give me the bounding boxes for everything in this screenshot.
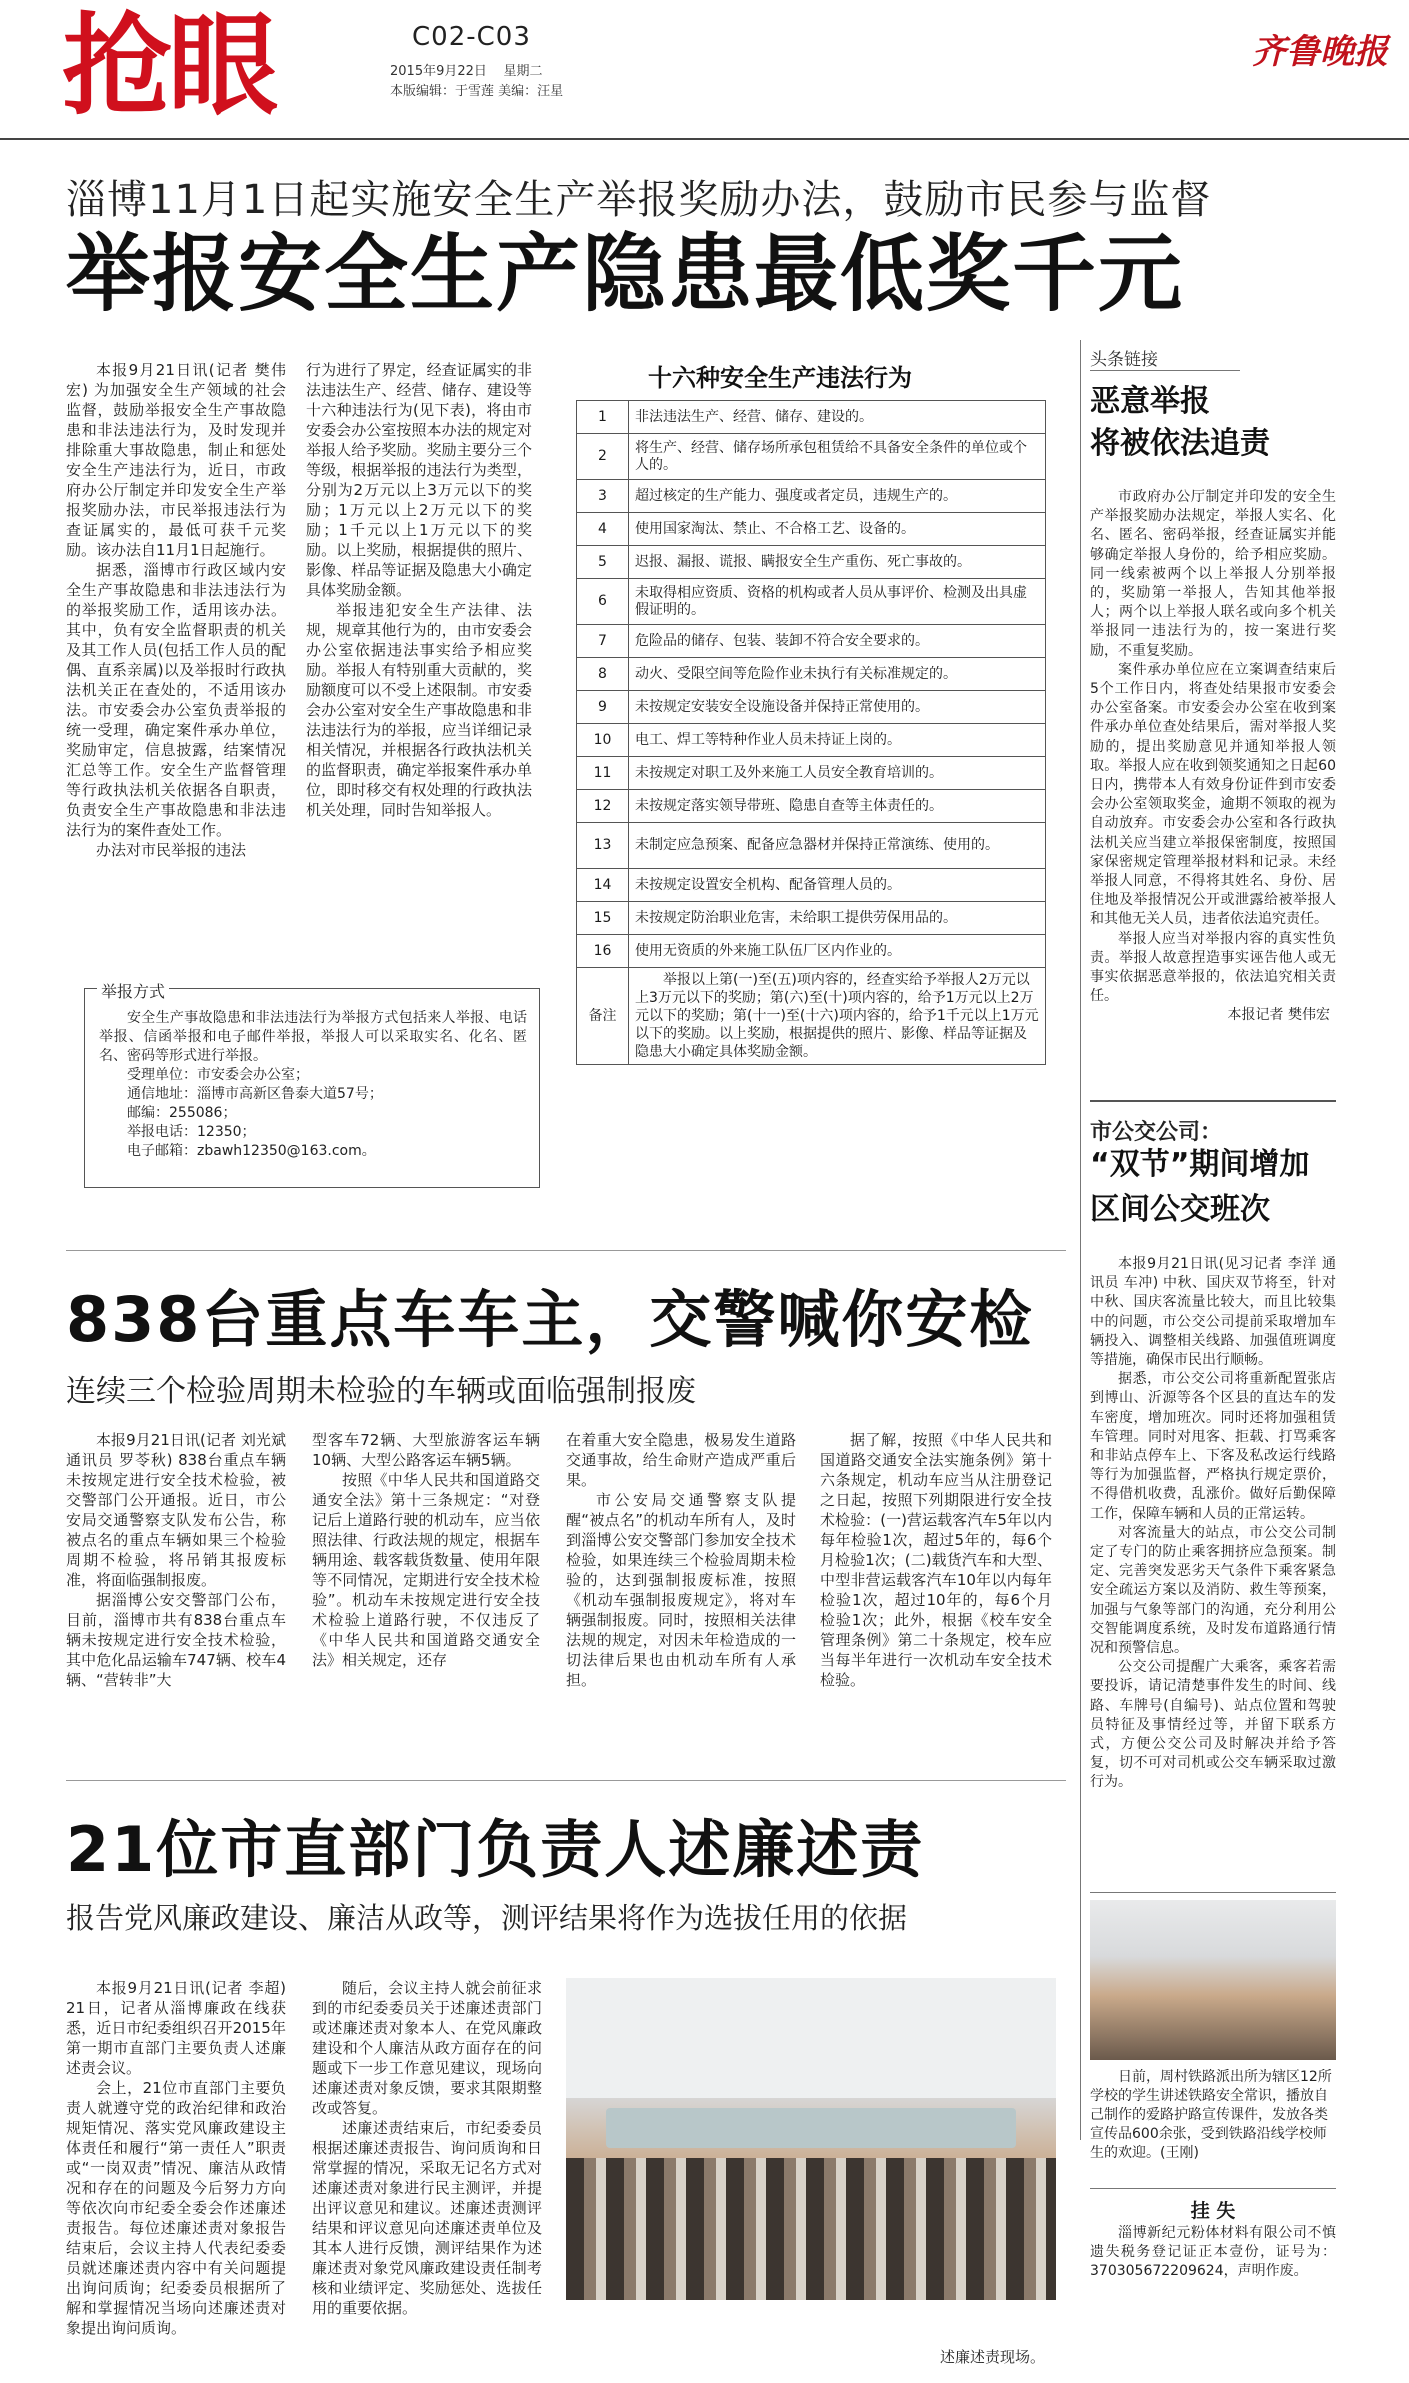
violation-number: 12 <box>577 790 629 823</box>
violation-number: 9 <box>577 691 629 724</box>
paragraph: 据悉，淄博市行政区域内安全生产事故隐患和非法违法行为的举报奖励工作，适用该办法。其中，负有安全监督职责的机关及其工作人员(包括工作人员的配偶、直系亲属)以及举报时行政执法机关正在查处的，不适用该办法。市安委会办公室负责举报的统一受理，确定案件承办单位，奖励审定，信息披露，结案情况汇总等工作。安全生产监督管理等行政执法机关依据各自职责，负责安全生产事故隐患和非法违法行为的案件查处工作。 <box>66 561 286 839</box>
story2-column-3 <box>566 1430 796 1690</box>
paragraph: 在着重大安全隐患，极易发生道路交通事故，给生命财产造成严重后果。 <box>566 1431 796 1489</box>
violation-row <box>577 434 1046 480</box>
divider <box>1090 370 1240 371</box>
story2-column-2 <box>312 1430 540 1670</box>
meeting-photo-caption: 述廉述责现场。 <box>940 2348 1046 2366</box>
paragraph: 据悉，市公交公司将重新配置张店到博山、沂源等各个区县的直达车的发车密度，增加班次。同时还将加强租赁车管理。同时对甩客、拒载、打骂乘客和非站点停车上、下客及私改运行线路等行为加强监督，严格执行规定票价，不得借机收费，乱涨价。做好后勤保障工作，保障车辆和人员的正常运转。 <box>1090 1371 1336 1522</box>
story2-column-4 <box>820 1430 1052 1690</box>
story1-column-2 <box>306 360 532 820</box>
sidebar1-body <box>1090 488 1336 1026</box>
paragraph: 会上，21位市直部门主要负责人就遵守党的政治纪律和政治规矩情况、落实党风廉政建设主体责任和履行“第一责任人”职责或“一岗双责”情况、廉洁从政情况和存在的问题及今后努力方向等依次向市纪委全委会作述廉述责报告。每位述廉述责对象报告结束后，会议主持人代表纪委委员就述廉述责内容中有关问题提出询问质询；纪委委员根据所了解和掌握情况当场向述廉述责对象提出询问质询。 <box>66 2079 286 2337</box>
story3-headline: 21位市直部门负责人述廉述责 <box>66 1813 925 1886</box>
paragraph: 公交公司提醒广大乘客，乘客若需要投诉，请记清楚事件发生的时间、线路、车牌号(自编号)、站点位置和驾驶员特征及事情经过等，并留下联系方式，方便公交公司及时解决并给予答复，切不可对司机或公交车辆采取过激行为。 <box>1090 1659 1336 1791</box>
paragraph: 办法对市民举报的违法 <box>96 841 247 859</box>
violations-table-title: 十六种安全生产违法行为 <box>648 364 912 392</box>
section-rule <box>66 1780 1066 1781</box>
violation-number: 5 <box>577 546 629 579</box>
masthead-rule <box>0 138 1409 140</box>
story3-column-2 <box>312 1978 542 2318</box>
violation-text: 未制定应急预案、配备应急器材并保持正常演练、使用的。 <box>629 823 1046 869</box>
violation-row <box>577 401 1046 434</box>
violations-table <box>576 400 1046 1065</box>
railway-photo-caption: 日前，周村铁路派出所为辖区12所学校的学生讲述铁路安全常识，播放自己制作的爱路护路宣传课件，发放各类宣传品600余张，受到铁路沿线学校师生的欢迎。(王刚) <box>1090 2069 1332 2161</box>
note-text: 举报以上第(一)至(五)项内容的，经查实给予举报人2万元以上3万元以下的奖励；第(六)至(十)项内容的，给予1万元以上2万元以下的奖励；第(十一)至(十六)项内容的，给予1千元以上1万元以下的奖励。以上奖励，根据提供的照片、影像、样品等证据及隐患大小确定具体奖励金额。 <box>629 968 1046 1065</box>
sidebar1-label: 头条链接 <box>1090 350 1158 370</box>
violation-text: 未按规定设置安全机构、配备管理人员的。 <box>629 869 1046 902</box>
report-box-label: 举报方式 <box>97 979 169 1002</box>
story3-column-1 <box>66 1978 286 2338</box>
violation-text: 非法违法生产、经营、储存、建设的。 <box>629 401 1046 434</box>
paragraph: 案件承办单位应在立案调查结束后5个工作日内，将查处结果报市安委会办公室备案。市安委会办公室在收到案件承办单位查处结果后，需对举报人奖励的，提出奖励意见并通知举报人领取。举报人应在收到领奖通知之日起60日内，携带本人有效身份证件到市安委会办公室领取奖金，逾期不领取的视为自动放弃。市安委会办公室和各行政执法机关应当建立举报保密制度，按照国家保密规定管理举报材料和记录。未经举报人同意，不得将其姓名、身份、居住地及举报情况公开或泄露给被举报人和其他无关人员，违者依法追究责任。 <box>1090 661 1336 928</box>
sidebar2-headline-1: “双节”期间增加 <box>1090 1147 1310 1182</box>
violation-text: 未按规定防治职业危害，未给职工提供劳保用品的。 <box>629 902 1046 935</box>
newspaper-logo: 齐鲁晚报 <box>1252 32 1388 72</box>
editors: 本版编辑：于雪莲 美编：汪星 <box>390 84 564 99</box>
paragraph: 型客车72辆、大型旅游客运车辆10辆、大型公路客运车辆5辆。 <box>312 1431 540 1469</box>
violation-number: 1 <box>577 401 629 434</box>
violation-row <box>577 790 1046 823</box>
paragraph: 本报9月21日讯(见习记者 李洋 通讯员 车冲) 中秋、国庆双节将至，针对中秋、国庆客流量比较大，而且比较集中的问题，市公交公司提前采取增加车辆投入、调整相关线路、加强值班调度等措施，确保市民出行顺畅。 <box>1090 1256 1336 1369</box>
railway-safety-photo <box>1090 1900 1336 2060</box>
paragraph: 按照《中华人民共和国道路交通安全法》第十三条规定：“对登记后上道路行驶的机动车，应当依照法律、行政法规的规定，根据车辆用途、载客载货数量、使用年限等不同情况，定期进行安全技术检验”。机动车未按规定进行安全技术检验上道路行驶，不仅违反了《中华人民共和国道路交通安全法》相关规定，还存 <box>312 1471 540 1669</box>
report-phone: 举报电话：12350； <box>127 1124 256 1140</box>
divider <box>1090 1100 1336 1102</box>
violation-row <box>577 579 1046 625</box>
violation-number: 15 <box>577 902 629 935</box>
story2-headline: 838台重点车车主，交警喊你安检 <box>66 1283 1034 1356</box>
violation-number: 10 <box>577 724 629 757</box>
violation-row <box>577 513 1046 546</box>
report-unit: 受理单位：市安委会办公室； <box>127 1067 309 1083</box>
violation-row <box>577 869 1046 902</box>
sidebar2-label: 市公交公司： <box>1090 1120 1223 1145</box>
sidebar1-headline-2: 将被依法追责 <box>1090 426 1270 461</box>
paragraph: 行为进行了界定，经查证属实的非法违法生产、经营、储存、建设等十六种违法行为(见下表)，将由市安委会办公室按照本办法的规定对举报人给予奖励。奖励主要分三个等级，根据举报的违法行为类型，分别为2万元以上3万元以下的奖励；1万元以上2万元以下的奖励；1千元以上1万元以下的奖励。以上奖励，根据提供的照片、影像、样品等证据及隐患大小确定具体奖励金额。 <box>306 361 532 599</box>
violation-row <box>577 546 1046 579</box>
violation-number: 8 <box>577 658 629 691</box>
violation-text: 未按规定对职工及外来施工人员安全教育培训的。 <box>629 757 1046 790</box>
story3-subhead: 报告党风廉政建设、廉洁从政等，测评结果将作为选拔任用的依据 <box>66 1901 908 1935</box>
paragraph: 对客流量大的站点，市公交公司制定了专门的防止乘客拥挤应急预案。制定、完善突发恶劣天气条件下乘客紧急安全疏运方案以及消防、救生等预案，加强与气象等部门的沟通，充分利用公交智能调度系统，及时发布道路通行情况和预警信息。 <box>1090 1524 1336 1657</box>
story1-headline: 举报安全生产隐患最低奖千元 <box>66 225 1185 323</box>
violation-number: 13 <box>577 823 629 869</box>
report-box-intro: 安全生产事故隐患和非法违法行为举报方式包括来人举报、电话举报、信函举报和电子邮件举报，举报人可以采取实名、化名、匿名、密码等形式进行举报。 <box>99 1010 527 1064</box>
photo-byline: (王刚) <box>1160 2145 1199 2161</box>
paragraph: 举报违犯安全生产法律、法规，规章其他行为的，由市安委会办公室依据违法事实给予相应奖励。举报人有特别重大贡献的，奖励额度可以不受上述限制。市安委会办公室对安全生产事故隐患和非法违法行为的举报，应当详细记录相关情况，并根据各行政执法机关的监督职责，确定举报案件承办单位，即时移交有权处理的行政执法机关处理，同时告知举报人。 <box>306 601 532 819</box>
violation-row <box>577 724 1046 757</box>
paragraph: 据了解，按照《中华人民共和国道路交通安全法实施条例》第十六条规定，机动车应当从注册登记之日起，按照下列期限进行安全技术检验：(一)营运载客汽车5年以内每年检验1次，超过5年的，每6个月检验1次；(二)载货汽车和大型、中型非营运载客汽车10年以内每年检验1次，超过10年的，每6个月检验1次；此外，根据《校车安全管理条例》第二十条规定，校车应当每半年进行一次机动车安全技术检验。 <box>820 1431 1052 1689</box>
section-rule <box>66 1250 1066 1251</box>
violation-row <box>577 823 1046 869</box>
paragraph: 随后，会议主持人就会前征求到的市纪委委员关于述廉述责部门或述廉述责对象本人、在党风廉政建设和个人廉洁从政方面存在的问题或下一步工作意见建议，现场向述廉述责对象反馈，要求其限期整改或答复。 <box>312 1979 542 2117</box>
violation-text: 未按规定落实领导带班、隐患自查等主体责任的。 <box>629 790 1046 823</box>
violation-row <box>577 757 1046 790</box>
violation-number: 3 <box>577 480 629 513</box>
violation-text: 使用国家淘汰、禁止、不合格工艺、设备的。 <box>629 513 1046 546</box>
note-label: 备注 <box>577 968 629 1065</box>
story2-subhead: 连续三个检验周期未检验的车辆或面临强制报废 <box>66 1374 696 1409</box>
violation-text: 未取得相应资质、资格的机构或者人员从事评价、检测及出具虚假证明的。 <box>629 579 1046 625</box>
violation-row <box>577 625 1046 658</box>
story1-kicker: 淄博11月1日起实施安全生产举报奖励办法，鼓励市民参与监督 <box>66 177 1212 223</box>
violation-number: 6 <box>577 579 629 625</box>
violation-row <box>577 480 1046 513</box>
paragraph: 淄博新纪元粉体材料有限公司不慎遗失税务登记证正本壹份，证号为：370305672209624，声明作废。 <box>1090 2225 1336 2279</box>
byline: 本报记者 樊伟宏 <box>1227 1007 1330 1024</box>
violation-text: 超过核定的生产能力、强度或者定员，违规生产的。 <box>629 480 1046 513</box>
paragraph: 本报9月21日讯(记者 李超) 21日，记者从淄博廉政在线获悉，近日市纪委组织召开2015年第一期市直部门主要负责人述廉述责会议。 <box>66 1979 286 2077</box>
paragraph: 据淄博公安交警部门公布，目前，淄博市共有838台重点车辆未按规定进行安全技术检验，其中危化品运输车747辆、校车4辆、“营转非”大 <box>66 1591 286 1689</box>
violation-text: 电工、焊工等特种作业人员未持证上岗的。 <box>629 724 1046 757</box>
meeting-photo <box>566 1978 1056 2300</box>
violation-number: 7 <box>577 625 629 658</box>
sidebar2-headline-2: 区间公交班次 <box>1090 1192 1270 1227</box>
divider <box>1090 1892 1336 1893</box>
section-title: 抢眼 <box>62 2 274 130</box>
paragraph: 市公安局交通警察支队提醒“被点名”的机动车所有人，及时到淄博公安交警部门参加安全技术检验，如果连续三个检验周期未检验的，达到强制报废标准，按照《机动车强制报废规定》，将对车辆强制报废。同时，按照相关法律法规的规定，对因未年检造成的一切法律后果也由机动车所有人承担。 <box>566 1491 796 1689</box>
lost-notice-body <box>1090 2224 1336 2281</box>
violation-text: 危险品的储存、包装、装卸不符合安全要求的。 <box>629 625 1046 658</box>
violation-row <box>577 935 1046 968</box>
violation-text: 迟报、漏报、谎报、瞒报安全生产重伤、死亡事故的。 <box>629 546 1046 579</box>
sidebar2-body <box>1090 1255 1336 1793</box>
paragraph: 市政府办公厅制定并印发的安全生产举报奖励办法规定，举报人实名、化名、匿名、密码举报，经查证属实并能够确定举报人身份的，给予相应奖励。同一线索被两个以上举报人分别举报的，奖励第一举报人，告知其他举报人；两个以上举报人联名或向多个机关举报同一违法行为的，按一案进行奖励，不重复奖励。 <box>1090 489 1336 659</box>
violation-text: 动火、受限空间等危险作业未执行有关标准规定的。 <box>629 658 1046 691</box>
page-numbers: C02-C03 <box>412 22 531 52</box>
report-zip: 邮编：255086； <box>127 1105 237 1121</box>
story2-column-1 <box>66 1430 286 1690</box>
violation-number: 16 <box>577 935 629 968</box>
report-email: 电子邮箱：zbawh12350@163.com。 <box>127 1143 376 1159</box>
dateline <box>390 62 563 102</box>
paragraph: 举报人应当对举报内容的真实性负责。举报人故意捏造事实诬告他人或无事实依据恶意举报的，依法追究相关责任。 <box>1090 930 1336 1005</box>
column-divider <box>1080 340 1081 2140</box>
issue-weekday: 星期二 <box>503 64 543 79</box>
violation-number: 11 <box>577 757 629 790</box>
story1-column-1 <box>66 360 286 860</box>
lost-notice-title: 挂 失 <box>1190 2200 1236 2222</box>
report-address: 通信地址：淄博市高新区鲁泰大道57号； <box>127 1086 383 1102</box>
paragraph: 本报9月21日讯(记者 刘光斌 通讯员 罗苓秋) 838台重点车辆未按规定进行安全技术检验，被交警部门公开通报。近日，市公安局交通警察支队发布公告，称被点名的重点车辆如果三个检验周期不检验，将吊销其报废标准，将面临强制报废。 <box>66 1431 286 1589</box>
paragraph: 述廉述责结束后，市纪委委员根据述廉述责报告、询问质询和日常掌握的情况，采取无记名方式对述廉述责对象进行民主测评，并提出评议意见和建议。述廉述责测评结果和评议意见向述廉述责单位及其本人进行反馈，测评结果作为述廉述责对象党风廉政建设责任制考核和业绩评定、奖励惩处、选拔任用的重要依据。 <box>312 2119 542 2317</box>
report-methods-box <box>84 982 540 1188</box>
violation-row <box>577 902 1046 935</box>
sidebar1-headline-1: 恶意举报 <box>1090 384 1210 419</box>
violation-text: 未按规定安装安全设施设备并保持正常使用的。 <box>629 691 1046 724</box>
violation-row <box>577 691 1046 724</box>
violation-note-row <box>577 968 1046 1065</box>
violation-number: 2 <box>577 434 629 480</box>
violation-number: 14 <box>577 869 629 902</box>
violation-text: 使用无资质的外来施工队伍厂区内作业的。 <box>629 935 1046 968</box>
divider <box>1090 2188 1336 2189</box>
paragraph: 本报9月21日讯(记者 樊伟宏) 为加强安全生产领域的社会监督，鼓励举报安全生产事故隐患和非法违法行为，及时发现并排除重大事故隐患，制止和惩处安全生产违法行为，近日，市政府办公厅制定并印发安全生产举报奖励办法，市民举报违法行为查证属实的，最低可获千元奖励。该办法自11月1日起施行。 <box>66 361 286 559</box>
issue-date: 2015年9月22日 <box>390 64 487 79</box>
violation-text: 将生产、经营、储存场所承包租赁给不具备安全条件的单位或个人的。 <box>629 434 1046 480</box>
violation-number: 4 <box>577 513 629 546</box>
violation-row <box>577 658 1046 691</box>
